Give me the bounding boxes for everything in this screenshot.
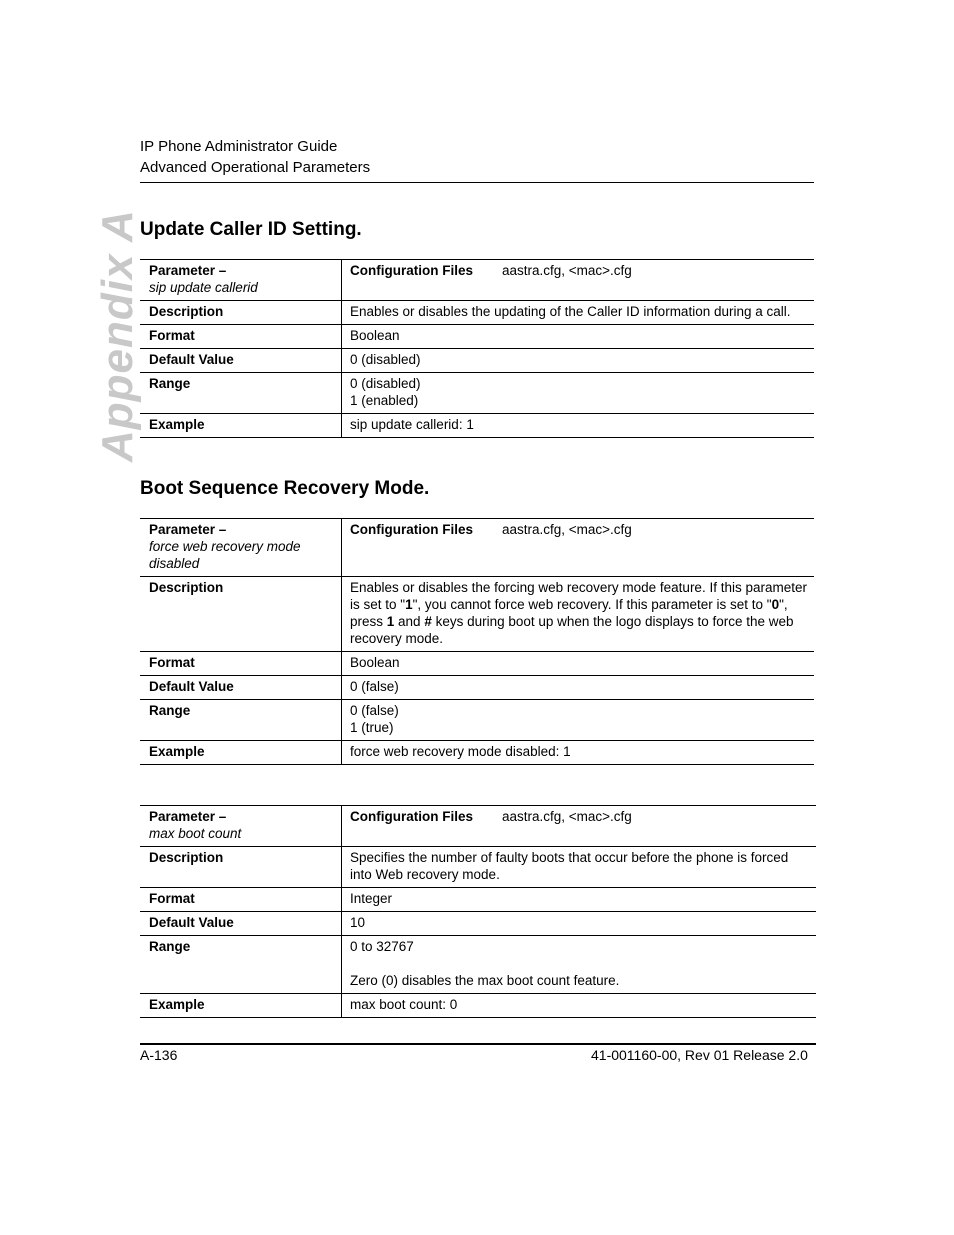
- example-label: Example: [140, 741, 342, 765]
- config-files-label: Configuration Files: [350, 263, 473, 278]
- format-value: Integer: [342, 888, 817, 912]
- description-label: Description: [140, 301, 342, 325]
- param-table-force-web-recovery: [140, 518, 814, 765]
- description-label: Description: [140, 577, 342, 652]
- description-label: Description: [140, 847, 342, 888]
- header-guide-title: IP Phone Administrator Guide: [140, 138, 338, 155]
- example-value: sip update callerid: 1: [342, 414, 815, 438]
- document-number: 41-001160-00, Rev 01 Release 2.0: [591, 1047, 808, 1063]
- range-value: 0 (false): [350, 703, 399, 718]
- config-files-value: aastra.cfg, <mac>.cfg: [502, 263, 632, 278]
- default-value: 10: [342, 912, 817, 936]
- format-label: Format: [140, 888, 342, 912]
- parameter-name: sip update callerid: [149, 280, 258, 295]
- table-row: [140, 349, 814, 373]
- header-section-title: Advanced Operational Parameters: [140, 159, 371, 176]
- table-row: [140, 700, 814, 741]
- parameter-name: max boot count: [149, 826, 242, 841]
- table-row: [140, 806, 816, 847]
- default-value: 0 (disabled): [342, 349, 815, 373]
- range-label: Range: [140, 373, 342, 414]
- default-value: 0 (false): [342, 676, 815, 700]
- description-bold: 1: [405, 597, 413, 612]
- table-row: [140, 577, 814, 652]
- table-row: [140, 888, 816, 912]
- format-value: Boolean: [342, 325, 815, 349]
- table-row: [140, 847, 816, 888]
- table-row: [140, 676, 814, 700]
- table-row: [140, 741, 814, 765]
- table-row: [140, 373, 814, 414]
- default-value-label: Default Value: [140, 912, 342, 936]
- config-files-label: Configuration Files: [350, 522, 473, 537]
- format-value: Boolean: [342, 652, 815, 676]
- range-spacer: [350, 955, 810, 972]
- table-row: [140, 260, 814, 301]
- range-value: 1 (true): [350, 720, 394, 735]
- table-row: [140, 652, 814, 676]
- table-row: [140, 325, 814, 349]
- default-value-label: Default Value: [140, 349, 342, 373]
- range-value: 1 (enabled): [350, 393, 419, 408]
- parameter-name: force web recovery mode disabled: [149, 539, 301, 571]
- description-value: Specifies the number of faulty boots that occur before the phone is forced into Web recovery mode.: [342, 847, 817, 888]
- page-header: [140, 136, 370, 178]
- range-label: Range: [140, 936, 342, 994]
- appendix-side-tab: Appendix A: [93, 209, 142, 462]
- footer-rule: [140, 1043, 816, 1045]
- section-title-caller-id: Update Caller ID Setting.: [140, 219, 362, 240]
- range-value: 0 (disabled): [350, 376, 421, 391]
- config-files-value: aastra.cfg, <mac>.cfg: [502, 522, 632, 537]
- range-value: 0 to 32767: [350, 939, 414, 954]
- format-label: Format: [140, 325, 342, 349]
- config-files-label: Configuration Files: [350, 809, 473, 824]
- param-table-caller-id: [140, 259, 814, 438]
- description-text: ", you cannot force web recovery. If this parameter is set to ": [412, 597, 772, 612]
- param-table-max-boot-count: [140, 805, 816, 1018]
- description-text: ", press: [350, 597, 788, 629]
- description-value: [342, 577, 815, 652]
- example-label: Example: [140, 414, 342, 438]
- description-text: Enables or disables the forcing web recovery mode feature. If this parameter is set to ": [350, 580, 807, 612]
- parameter-label: Parameter –: [149, 263, 227, 278]
- format-label: Format: [140, 652, 342, 676]
- example-value: force web recovery mode disabled: 1: [342, 741, 815, 765]
- range-note: Zero (0) disables the max boot count feature.: [350, 973, 620, 988]
- section-title-boot-recovery: Boot Sequence Recovery Mode.: [140, 478, 430, 499]
- header-rule: [140, 182, 814, 183]
- description-text: and: [394, 614, 425, 629]
- description-bold: #: [424, 614, 432, 629]
- table-row: [140, 519, 814, 577]
- table-row: [140, 912, 816, 936]
- description-bold: 1: [386, 614, 395, 629]
- table-row: [140, 301, 814, 325]
- page-number: A-136: [140, 1047, 178, 1063]
- parameter-label: Parameter –: [149, 809, 227, 824]
- table-row: [140, 936, 816, 994]
- default-value-label: Default Value: [140, 676, 342, 700]
- example-label: Example: [140, 994, 342, 1018]
- example-value: max boot count: 0: [342, 994, 817, 1018]
- table-row: [140, 414, 814, 438]
- parameter-label: Parameter –: [149, 522, 227, 537]
- description-value: Enables or disables the updating of the Caller ID information during a call.: [342, 301, 815, 325]
- table-row: [140, 994, 816, 1018]
- range-label: Range: [140, 700, 342, 741]
- description-text: keys during boot up when the logo displays to force the web recovery mode.: [350, 614, 794, 646]
- description-bold: 0: [771, 597, 780, 612]
- config-files-value: aastra.cfg, <mac>.cfg: [502, 809, 632, 824]
